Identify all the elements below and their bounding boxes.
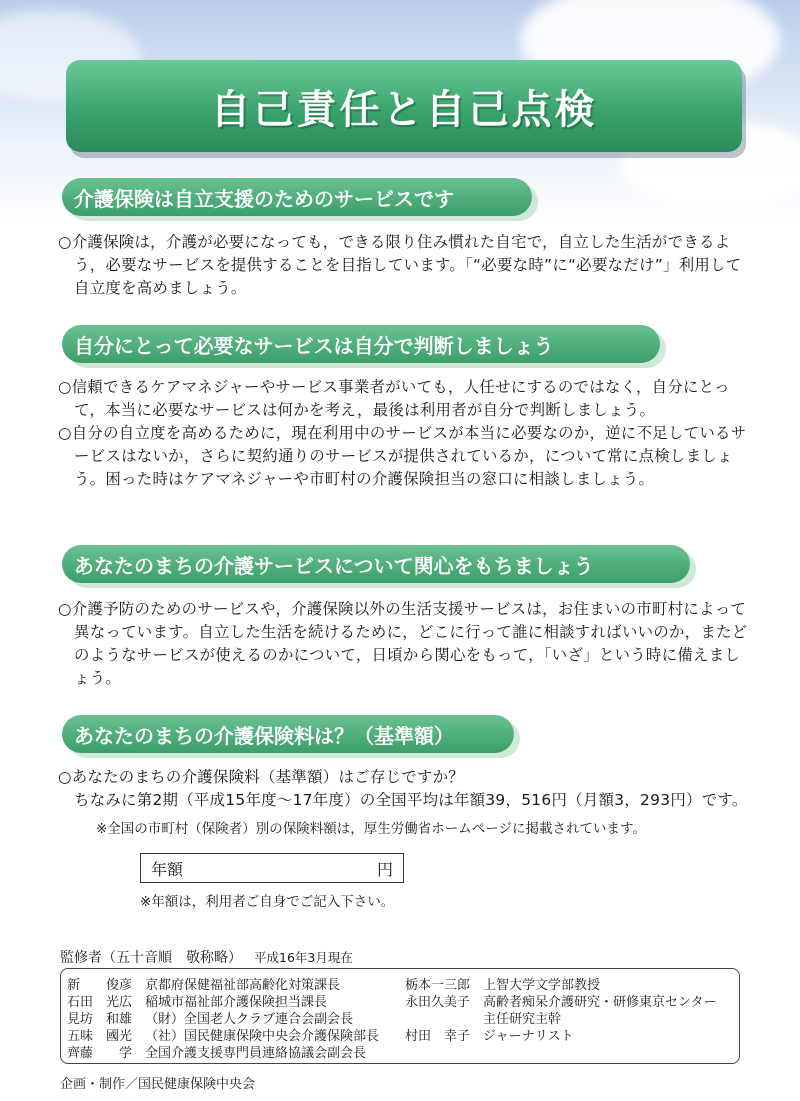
supervisor-entry <box>405 994 716 1011</box>
supervisor-name: 新 俊彦 <box>67 978 133 993</box>
supervisors-box <box>60 968 740 1064</box>
section-heading: 介護保険は自立支援のためのサービスです <box>62 178 532 216</box>
paragraph: ちなみに第2期（平成15年度～17年度）の全国平均は年額39，516円（月額3，293円）です。 <box>74 791 748 809</box>
paragraph: ○信頼できるケアマネジャーやサービス事業者がいても，人任せにするのではなく，自分にとって，本当に必要なサービスは何かを考え，最後は利用者が自分で判断しましょう。 <box>58 378 730 419</box>
supervisor-title: 全国介護支援専門員連絡協議会副会長 <box>145 1046 367 1061</box>
supervisor-title: 主任研究主幹 <box>483 1012 562 1027</box>
supervisor-entry <box>67 994 327 1011</box>
supervisor-name: 五味 國光 <box>67 1029 133 1044</box>
supervisor-entry <box>67 1045 366 1062</box>
paragraph: ○自分の自立度を高めるために，現在利用中のサービスが本当に必要なのか，逆に不足しているサービスはないか，さらに契約通りのサービスが提供されているか，について常に点検しましょう。困った時はケアマネジャーや市町村の介護保険担当の窓口に相談しましょう。 <box>58 424 747 488</box>
supervisor-entry <box>405 977 600 994</box>
section-heading: あなたのまちの介護サービスについて関心をもちましょう <box>62 545 690 583</box>
supervisor-entry <box>405 1011 561 1028</box>
annual-fee-field[interactable] <box>140 853 404 883</box>
section-heading: 自分にとって必要なサービスは自分で判断しましょう <box>62 325 660 363</box>
paragraph: ○介護予防のためのサービスや，介護保険以外の生活支援サービスは，お住まいの市町村によって異なっています。自立した生活を続けるために，どこに行って誰に相談すればいいのか，またどのようなサービスが使えるのかについて，日頃から関心をもって，「いざ」という時に備えましょう。 <box>58 600 748 687</box>
annual-fee-label: 年額 <box>151 859 184 879</box>
footer-credit: 企画・制作／国民健康保険中央会 <box>60 1077 256 1092</box>
supervisor-title: （財）全国老人クラブ連合会副会長 <box>145 1012 354 1027</box>
supervisor-name: 齊藤 学 <box>67 1046 133 1061</box>
supervisor-title: 京都府保健福祉部高齢化対策課長 <box>145 978 341 993</box>
section-body <box>58 598 748 690</box>
supervisor-title: 上智大学文学部教授 <box>483 978 601 993</box>
section-body <box>58 376 748 491</box>
supervisor-entry <box>405 1028 573 1045</box>
section-body <box>58 766 748 812</box>
supervisor-entry <box>67 977 340 994</box>
supervisor-entry <box>67 1028 379 1045</box>
supervisor-title: 稲城市福祉部介護保険担当課長 <box>145 995 328 1010</box>
title-banner <box>66 60 742 152</box>
section-heading: あなたのまちの介護保険料は？（基準額） <box>62 715 514 753</box>
note: ※年額は，利用者ご自身でご記入下さい。 <box>140 894 395 910</box>
as-of-date: 平成16年3月現在 <box>254 950 353 965</box>
yen-unit: 円 <box>376 859 393 879</box>
supervisor-entry <box>67 1011 353 1028</box>
note: ※全国の市町村（保険者）別の保険料額は，厚生労働省ホームページに掲載されています。 <box>96 821 646 837</box>
supervisors-heading <box>60 947 353 967</box>
supervisor-name: 村田 幸子 <box>405 1029 471 1044</box>
supervisor-name: 見坊 和雄 <box>67 1012 133 1027</box>
supervisor-name: 石田 光広 <box>67 995 133 1010</box>
paragraph: ○介護保険は，介護が必要になっても，できる限り住み慣れた自宅で，自立した生活ができるよう，必要なサービスを提供することを目指しています。「“必要な時”に“必要なだけ”」利用して自立度を高めましょう。 <box>58 233 742 297</box>
supervisor-name: 永田久美子 <box>405 995 471 1010</box>
supervisor-title: 高齢者痴呆介護研究・研修東京センター <box>483 995 717 1010</box>
paragraph: ○あなたのまちの介護保険料（基準額）はご存じですか？ <box>58 768 464 786</box>
supervisors-label: 監修者（五十音順 敬称略） <box>60 950 242 966</box>
page-title: 自己責任と自己点検 <box>210 86 598 133</box>
section-body <box>58 231 748 300</box>
supervisor-title: （社）国民健康保険中央会介護保険部長 <box>145 1029 380 1044</box>
supervisor-title: ジャーナリスト <box>483 1029 574 1044</box>
supervisor-name: 栃本一三郎 <box>405 978 471 993</box>
